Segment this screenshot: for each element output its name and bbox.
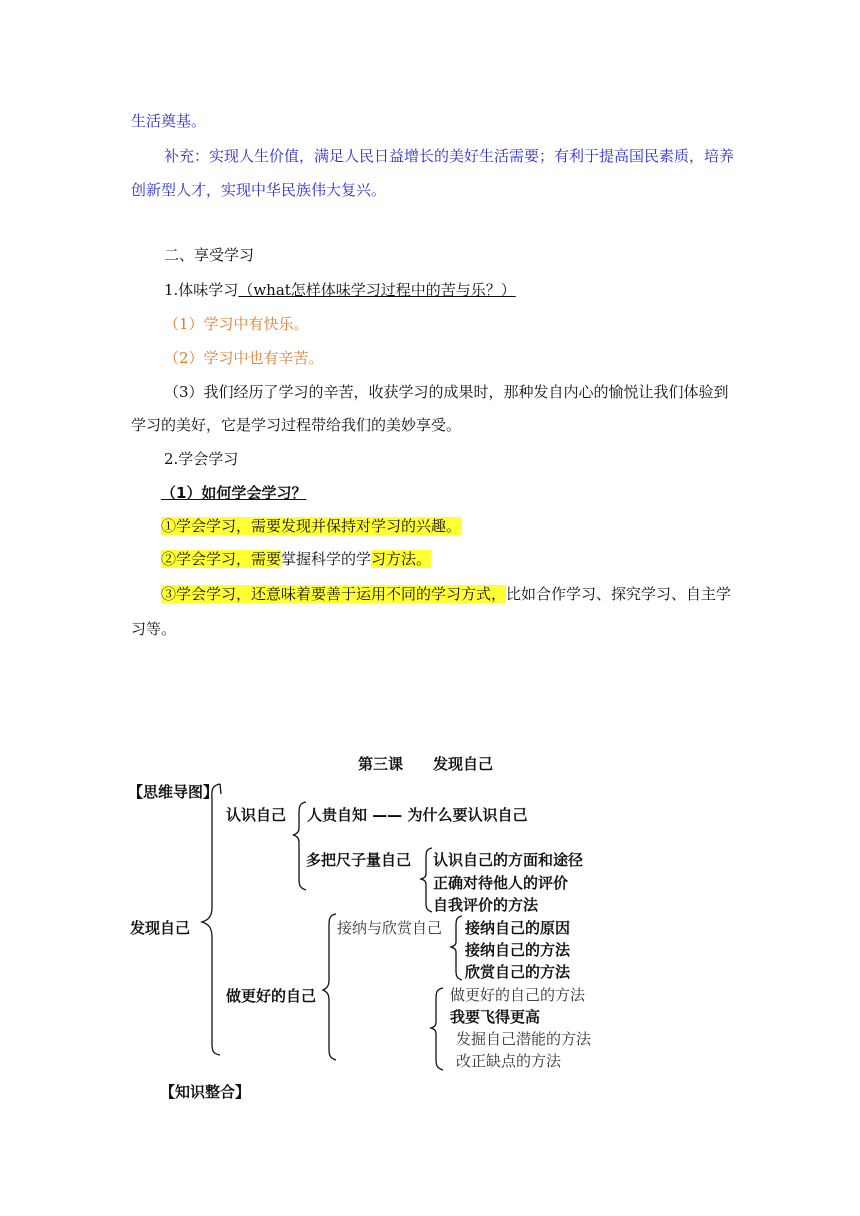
branch-know-self: 认识自己 xyxy=(226,806,287,824)
item2-question: （1）如何学会学习？ xyxy=(161,484,307,502)
item2-answer2-a: ②学会学习，需要 xyxy=(161,550,282,568)
item2-answer1 xyxy=(161,515,461,537)
item1-line xyxy=(164,279,516,301)
branch-better-self: 做更好的自己 xyxy=(226,987,317,1005)
item2-answer2-b: 掌握科学的学 xyxy=(281,550,372,568)
item2-answer2-c: 习方法。 xyxy=(371,550,432,568)
branch1-item2: 多把尺子量自己 xyxy=(306,851,412,869)
branch2-item1: 接纳与欣赏自己 xyxy=(337,919,443,937)
better-item-1: 做更好的自己的方法 xyxy=(450,986,586,1004)
item2-answer3-b: 比如合作学习、探究学习、自主学 xyxy=(506,585,732,603)
supplement-line-2: 创新型人才，实现中华民族伟大复兴。 xyxy=(131,181,387,199)
better-item-3: 发掘自己潜能的方法 xyxy=(456,1030,592,1048)
item1-point2: （2）学习中也有辛苦。 xyxy=(164,349,324,367)
measure-item-2: 正确对待他人的评价 xyxy=(433,874,569,892)
item2-title: 2.学会学习 xyxy=(164,450,239,468)
better-brace xyxy=(430,986,448,1072)
item2-answer3-cont: 习等。 xyxy=(131,620,177,638)
knowledge-label: 【知识整合】 xyxy=(160,1083,251,1101)
supplement-line-1: 补充：实现人生价值，满足人民日益增长的美好生活需要；有利于提高国民素质，培养 xyxy=(164,147,735,165)
accept-item-2: 接纳自己的方法 xyxy=(465,941,571,959)
item2-answer3 xyxy=(161,583,731,605)
item1-point3a: （3）我们经历了学习的辛苦，收获学习的成果时，那种发自内心的愉悦让我们体验到 xyxy=(164,383,729,401)
measure-item-3: 自我评价的方法 xyxy=(433,896,539,914)
item1-point3b: 学习的美好，它是学习过程带给我们的美妙享受。 xyxy=(131,416,462,434)
section-heading: 二、享受学习 xyxy=(164,246,255,264)
accept-item-1: 接纳自己的原因 xyxy=(465,919,571,937)
mindmap-root: 发现自己 xyxy=(130,919,191,937)
measure-item-1: 认识自己的方面和途径 xyxy=(433,851,584,869)
accept-item-3: 欣赏自己的方法 xyxy=(465,963,571,981)
item2-answer3-a: ③学会学习，还意味着要善于运用不同的学习方式， xyxy=(161,585,507,603)
item1-point1: （1）学习中有快乐。 xyxy=(164,315,309,333)
better-item-4: 改正缺点的方法 xyxy=(456,1052,562,1070)
item2-answer1-text: ①学会学习，需要发现并保持对学习的兴趣。 xyxy=(161,517,462,535)
lesson-title: 第三课 发现自己 xyxy=(358,755,494,773)
mindmap-label: 【思维导图】 xyxy=(128,783,219,801)
item2-answer2 xyxy=(161,548,431,570)
text-line-1: 生活奠基。 xyxy=(131,112,207,130)
item1-question: （what怎样体味学习过程中的苦与乐？） xyxy=(238,281,516,299)
branch1-item1: 人贵自知 —— 为什么要认识自己 xyxy=(307,806,528,824)
better-item-2: 我要飞得更高 xyxy=(450,1008,541,1026)
accept-brace xyxy=(450,914,466,982)
item1-title: 1.体味学习 xyxy=(164,281,239,299)
